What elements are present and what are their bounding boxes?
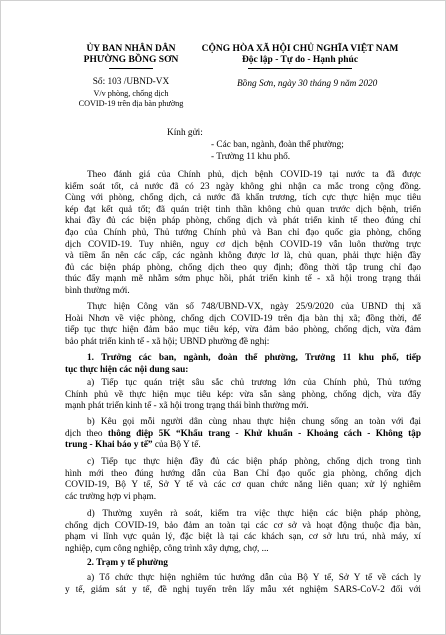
recipient-1: - Các ban, ngành, đoàn thể phường; [211, 140, 344, 150]
text-line: bảo phát triển kinh tế - xã hội; UBND phường đề nghị: [65, 336, 270, 347]
item-c [65, 457, 421, 503]
text-line: Cùng với phòng, chống dịch, cả nước đã khẩn trương, tích cực thực hiện mục tiêu [65, 193, 421, 204]
issuing-org-line2: PHƯỜNG BỒNG SƠN [83, 55, 179, 65]
text-line: Chính phủ về thực hiện mục tiêu kép: vừa sẵn sàng phòng, chống dịch, vừa đẩy [65, 389, 421, 400]
org-underline [109, 68, 153, 69]
text-line: tiếp tục thực hiện đảm bảo mục tiêu kép, vừa đảm bảo phòng, chống dịch, vừa đảm [65, 325, 421, 336]
nation-motto: Độc lập - Tự do - Hạnh phúc [241, 55, 359, 65]
text-line [65, 429, 421, 441]
recipient-2: - Trường 11 khu phố. [211, 152, 291, 162]
text-line: kiểm soát tốt, cả nước đã có 23 ngày không ghi nhận ca mắc trong cộng đồng. [65, 181, 421, 192]
item-d [65, 509, 421, 555]
text-line: COVID-19, Bộ Y tế, Sở Y tế và các cơ quan chức năng liên quan; xử lý nghiêm [65, 480, 421, 491]
text-line: kép đạt kết quả tốt; đã quán triệt tinh thần không chủ quan trước dịch bệnh, triển [65, 204, 421, 215]
text-line: chống dịch COVID-19, bảo đảm an toàn tại các cơ sở và hoạt động thuộc địa bàn, [65, 520, 421, 531]
text-line: các trường hợp vi phạm. [65, 491, 157, 502]
text-line: nghiệp, cụm công nghiệp, công trình xây dựng, chợ, ... [65, 543, 269, 554]
item-b [65, 417, 421, 452]
text-line: d) Thường xuyên rà soát, kiểm tra việc thực hiện các biện pháp phòng, [87, 509, 421, 519]
text-line: Theo đánh giá của Chính phủ, dịch bệnh COVID-19 tại nước ta đã được [87, 170, 421, 180]
text-line: a) Tiếp tục quán triệt sâu sắc chủ trương lớn của Chính phủ, Thủ tướng [87, 378, 421, 388]
text-line: mạnh phát triển kinh tế - xã hội trong trạng thái bình thường mới. [65, 401, 309, 412]
text-line: Hoài Nhơn về việc phòng, chống dịch COVID-19 trên địa bàn thị xã; đồng thời, để [65, 313, 421, 324]
heading-line: tục thực hiện các nội dung sau: [65, 364, 189, 375]
text-run: dịch theo [65, 428, 108, 439]
message-5k: thông điệp 5K “Khẩu trang - Khử khuẩn - Khoảng cách - Không tập [107, 428, 421, 439]
heading-line: 1. Trưởng các ban, ngành, đoàn thể phường, Trưởng 11 khu phố, tiếp [87, 353, 421, 363]
text-line: Thực hiện Công văn số 748/UBND-VX, ngày 25/9/2020 của UBND thị xã [87, 302, 421, 312]
text-line: dịch COVID-19. Tuy nhiên, nguy cơ dịch bệnh COVID-19 vẫn luôn thường trực [65, 239, 421, 250]
recipients-label: Kính gửi: [167, 128, 203, 138]
paragraph-reference [65, 302, 421, 348]
text-line: c) Tiếp tục thực hiện đầy đủ các biện pháp phòng, chống dịch trong tình [87, 457, 421, 467]
text-line: phạm vi lĩnh vực quản lý, đặc biệt là tại các khách sạn, cơ sở lưu trú, nhà máy, xí [65, 532, 421, 543]
text-line: b) Kêu gọi mỗi người dân cùng nhau thực hiện chung sống an toàn với đại [87, 417, 421, 427]
text-line: đạo của Chính phủ, Thủ tướng Chính phủ và Ban chỉ đạo quốc gia phòng, chống [65, 227, 421, 238]
section-2-item-a [65, 573, 421, 596]
text-line: đủ các biện pháp phòng, chống dịch theo quy định; đồng thời tập trung chỉ đạo [65, 262, 421, 273]
text-line: khai đầy đủ các biện pháp phòng, chống dịch và phát triển kinh tế theo đúng chỉ [65, 216, 421, 227]
text-line: bình thường mới. [65, 285, 130, 296]
motto-underline [248, 68, 352, 69]
paragraph-intro [65, 170, 421, 298]
nation-title: CỘNG HÒA XÃ HỘI CHỦ NGHĨA VIỆT NAM [201, 44, 399, 54]
subject-line-1: V/v phòng, chống dịch [93, 89, 169, 98]
text-run: của Bộ Y tế. [152, 440, 201, 451]
section-1-heading [65, 353, 421, 376]
text-line: và tiềm ẩn nên các cấp, các ngành không được lơ là, chủ quan, phải thực hiện đầy [65, 251, 421, 262]
text-line: a) Tổ chức thực hiện nghiêm túc hướng dẫn của Bộ Y tế, Sở Y tế về cách ly [87, 573, 421, 583]
text-line [65, 440, 421, 452]
text-line: y tế, giám sát y tế, đề nghị tuyến trên lấy mẫu xét nghiệm SARS-CoV-2 đối với [65, 584, 421, 595]
text-line: hình mới theo đúng hướng dẫn của Ban Chỉ đạo quốc gia phòng, chống dịch [65, 468, 421, 479]
issuing-org-line1: ỦY BAN NHÂN DÂN [86, 44, 176, 54]
item-a [65, 378, 421, 413]
section-2-heading: 2. Trạm y tế phường [87, 558, 168, 568]
text-line: thúc đẩy mạnh mẽ nhằm sớm phục hồi, phát triển kinh tế - xã hội trong trạng thái [65, 274, 421, 285]
place-date: Bồng Sơn, ngày 30 tháng 9 năm 2020 [237, 79, 378, 89]
subject-line-2: COVID-19 trên địa bàn phường [78, 99, 184, 108]
document-number: Số: 103 /UBND-VX [92, 77, 170, 87]
message-5k-end: trung - Khai báo y tế” [65, 440, 153, 451]
